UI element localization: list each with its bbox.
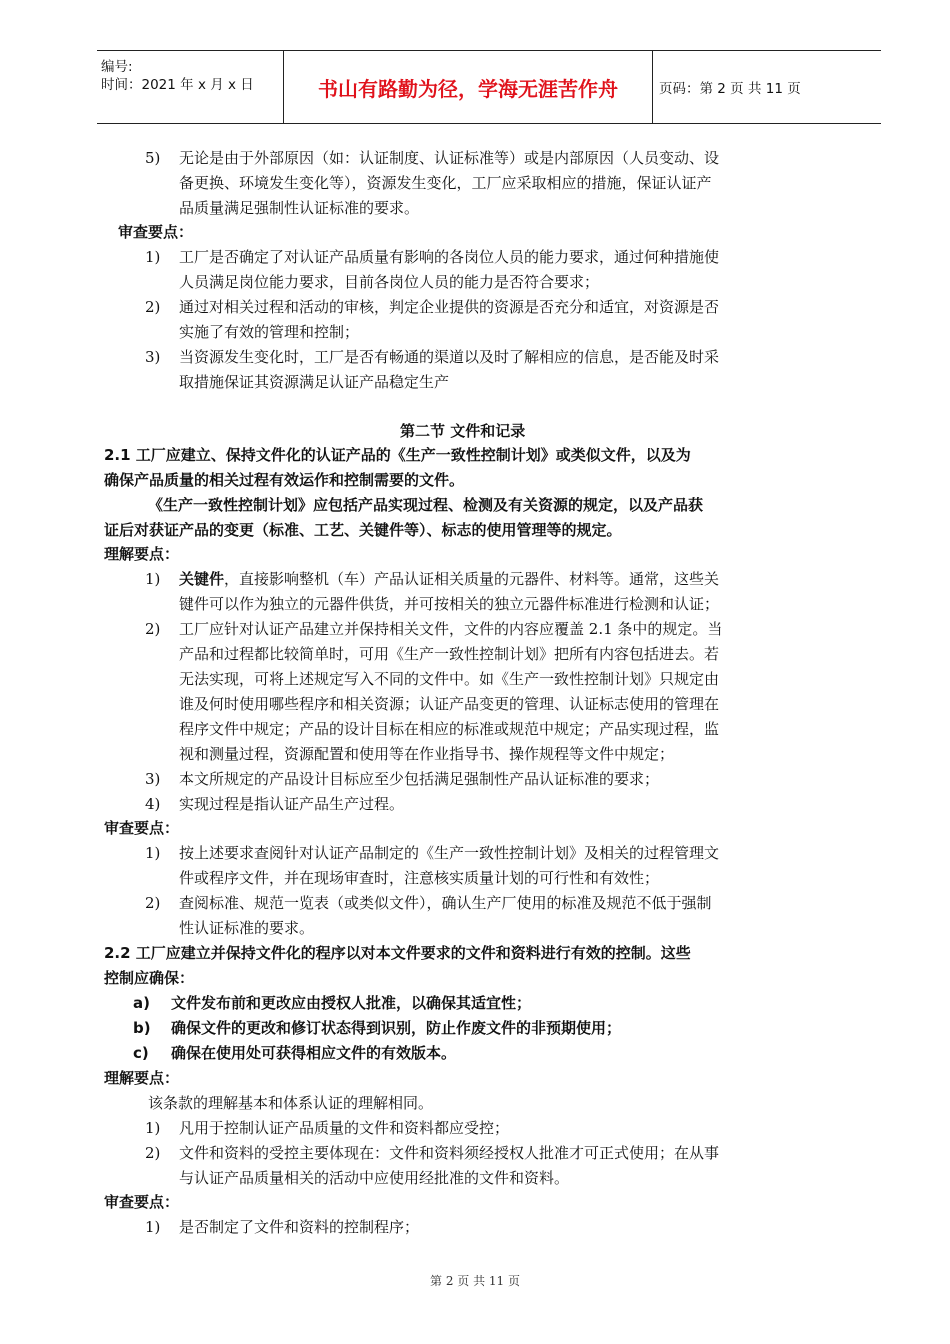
clause-list-item: a) 文件发布前和更改应由授权人批准，以确保其适宜性； xyxy=(133,994,532,1012)
clause-list-item: c) 确保在使用处可获得相应文件的有效版本。 xyxy=(133,1044,457,1062)
list-item: 1) 工厂是否确定了对认证产品质量有影响的各岗位人员的能力要求，通过何种措施使 xyxy=(145,248,720,266)
clause-text: 证后对获证产品的变更（标准、工艺、关键件等）、标志的使用管理等的规定。 xyxy=(104,521,622,539)
clause-text: 《生产一致性控制计划》应包括产品实现过程、检测及有关资源的规定，以及产品获 xyxy=(148,496,704,514)
list-item-continuation: 性认证标准的要求。 xyxy=(179,919,315,937)
list-item-continuation: 备更换、环境发生变化等），资源发生变化，工厂应采取相应的措施，保证认证产 xyxy=(179,174,712,192)
list-item-continuation: 品质量满足强制性认证标准的要求。 xyxy=(179,199,420,217)
page-footer: 第 2 页 共 11 页 xyxy=(430,1274,520,1288)
document-time-label: 时间：2021 年 x 月 x 日 xyxy=(101,77,254,93)
section-heading: 理解要点： xyxy=(104,1069,180,1087)
clause-text: 控制应确保： xyxy=(104,969,195,987)
list-item-continuation: 人员满足岗位能力要求，目前各岗位人员的能力是否符合要求； xyxy=(179,273,600,291)
list-item: 1) 是否制定了文件和资料的控制程序； xyxy=(145,1218,420,1236)
page-header xyxy=(97,50,881,124)
list-item: 2) 文件和资料的受控主要体现在：文件和资料须经授权人批准才可正式使用；在从事 xyxy=(145,1144,720,1162)
header-slogan: 书山有路勤为径，学海无涯苦作舟 xyxy=(284,51,653,123)
list-item-continuation: 产品和过程都比较简单时，可用《生产一致性控制计划》把所有内容包括进去。若 xyxy=(179,645,720,663)
list-item-continuation: 与认证产品质量相关的活动中应使用经批准的文件和资料。 xyxy=(179,1169,570,1187)
list-item: 2) 通过对相关过程和活动的审核，判定企业提供的资源是否充分和适宜，对资源是否 xyxy=(145,298,720,316)
section-heading: 审查要点： xyxy=(104,1193,180,1211)
list-item-continuation: 取措施保证其资源满足认证产品稳定生产 xyxy=(179,373,450,391)
section-heading: 审查要点： xyxy=(104,819,180,837)
list-item: 1) 按上述要求查阅针对认证产品制定的《生产一致性控制计划》及相关的过程管理文 xyxy=(145,844,720,862)
list-item: 3) 本文所规定的产品设计目标应至少包括满足强制性产品认证标准的要求； xyxy=(145,770,660,788)
list-item: 4) 实现过程是指认证产品生产过程。 xyxy=(145,795,405,813)
list-item-continuation: 视和测量过程，资源配置和使用等在作业指导书、操作规程等文件中规定； xyxy=(179,745,675,763)
list-item-continuation: 键件可以作为独立的元器件供货，并可按相关的独立元器件标准进行检测和认证； xyxy=(179,595,720,613)
clause-list-item: b) 确保文件的更改和修订状态得到识别，防止作废文件的非预期使用； xyxy=(133,1019,622,1037)
section-heading: 审查要点： xyxy=(118,223,194,241)
list-item: 2) 查阅标准、规范一览表（或类似文件），确认生产厂使用的标准及规范不低于强制 xyxy=(145,894,712,912)
list-item: 2) 工厂应针对认证产品建立并保持相关文件，文件的内容应覆盖 2.1 条中的规定。当 xyxy=(145,620,723,638)
section-title: 第二节 文件和记录 xyxy=(400,422,526,440)
list-item-continuation: 程序文件中规定；产品的设计目标在相应的标准或规范中规定；产品实现过程，监 xyxy=(179,720,720,738)
list-item-continuation: 谁及何时使用哪些程序和相关资源；认证产品变更的管理、认证标志使用的管理在 xyxy=(179,695,720,713)
header-meta-cell xyxy=(97,51,284,123)
section-heading: 理解要点： xyxy=(104,545,180,563)
list-item: 1) 关键件，直接影响整机（车）产品认证相关质量的元器件、材料等。通常，这些关 xyxy=(145,570,720,588)
clause-text: 确保产品质量的相关过程有效运作和控制需要的文件。 xyxy=(104,471,465,489)
header-page-number: 页码：第 2 页 共 11 页 xyxy=(659,81,801,97)
list-item-continuation: 实施了有效的管理和控制； xyxy=(179,323,360,341)
list-item-continuation: 件或程序文件，并在现场审查时，注意核实质量计划的可行性和有效性； xyxy=(179,869,660,887)
paragraph: 该条款的理解基本和体系认证的理解相同。 xyxy=(148,1094,434,1112)
list-item: 1) 凡用于控制认证产品质量的文件和资料都应受控； xyxy=(145,1119,510,1137)
list-item: 3) 当资源发生变化时，工厂是否有畅通的渠道以及时了解相应的信息，是否能及时采 xyxy=(145,348,720,366)
list-item: 5) 无论是由于外部原因（如：认证制度、认证标准等）或是内部原因（人员变动、设 xyxy=(145,149,720,167)
clause-text: 2.2 工厂应建立并保持文件化的程序以对本文件要求的文件和资料进行有效的控制。这些 xyxy=(104,944,691,962)
list-item-continuation: 无法实现，可将上述规定写入不同的文件中。如《生产一致性控制计划》只规定由 xyxy=(179,670,720,688)
document-number-label: 编号: xyxy=(101,59,133,75)
clause-text: 2.1 工厂应建立、保持文件化的认证产品的《生产一致性控制计划》或类似文件，以及为 xyxy=(104,446,691,464)
